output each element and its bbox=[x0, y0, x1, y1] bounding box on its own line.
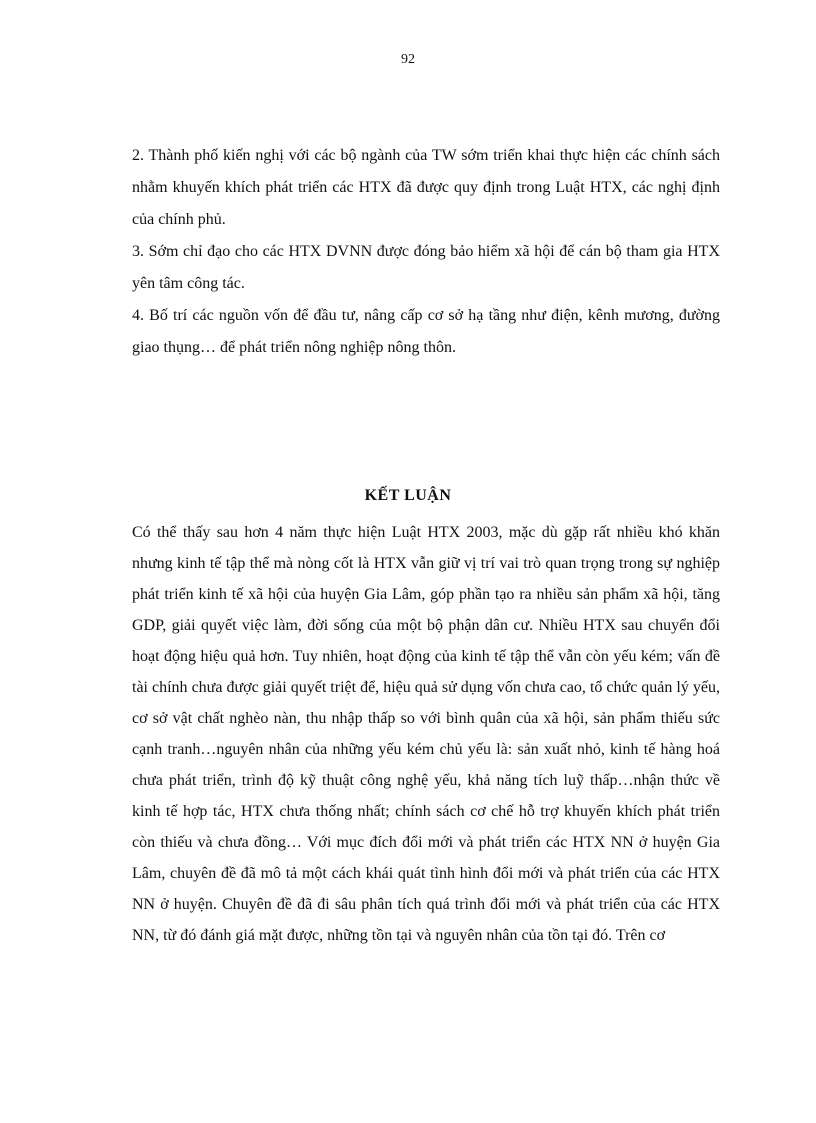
recommendations-list bbox=[132, 140, 720, 364]
page-number: 92 bbox=[401, 52, 415, 67]
recommendation-item: 2. Thành phố kiến nghị với các bộ ngành của TW sớm triển khai thực hiện các chính sách nhằm khuyến khích phát triển các HTX đã được quy định trong Luật HTX, các nghị định của chính phủ. bbox=[132, 147, 720, 228]
recommendation-item: 3. Sớm chỉ đạo cho các HTX DVNN được đóng bảo hiểm xã hội để cán bộ tham gia HTX yên tâm công tác. bbox=[132, 243, 720, 292]
recommendation-item: 4. Bố trí các nguồn vốn để đầu tư, nâng cấp cơ sở hạ tầng như điện, kênh mương, đường giao thụng… để phát triển nông nghiệp nông thôn. bbox=[132, 307, 720, 356]
conclusion-title: KẾT LUẬN bbox=[364, 487, 452, 504]
conclusion-body: Có thể thấy sau hơn 4 năm thực hiện Luật HTX 2003, mặc dù gặp rất nhiều khó khăn nhưng kinh tế tập thể mà nòng cốt là HTX vẫn giữ vị trí vai trò quan trọng trong sự nghiệp phát triển kinh tế xã hội của huyện Gia Lâm, góp phần tạo ra nhiều sản phẩm xã hội, tăng GDP, giải quyết việc làm, đời sống của một bộ phận dân cư. Nhiều HTX sau chuyển đổi hoạt động hiệu quả hơn. Tuy nhiên, hoạt động của kinh tế tập thể vẫn còn yếu kém; vấn đề tài chính chưa được giải quyết triệt để, hiệu quả sử dụng vốn chưa cao, tổ chức quản lý yếu, cơ sở vật chất nghèo nàn, thu nhập thấp so với bình quân của xã hội, sản phẩm thiếu sức cạnh tranh…nguyên nhân của những yếu kém chủ yếu là: sản xuất nhỏ, kinh tế hàng hoá chưa phát triển, trình độ kỹ thuật công nghệ yếu, khả năng tích luỹ thấp…nhận thức về kinh tế hợp tác, HTX chưa thống nhất; chính sách cơ chế hỗ trợ khuyến khích phát triển còn thiếu và chưa đồng… Với mục đích đổi mới và phát triển các HTX NN ở huyện Gia Lâm, chuyên đề đã mô tả một cách khái quát tình hình đổi mới và phát triển của các HTX NN ở huyện. Chuyên đề đã đi sâu phân tích quá trình đổi mới và phát triển của các HTX NN, từ đó đánh giá mặt được, những tồn tại và nguyên nhân của tồn tại đó. Trên cơ bbox=[132, 524, 720, 944]
